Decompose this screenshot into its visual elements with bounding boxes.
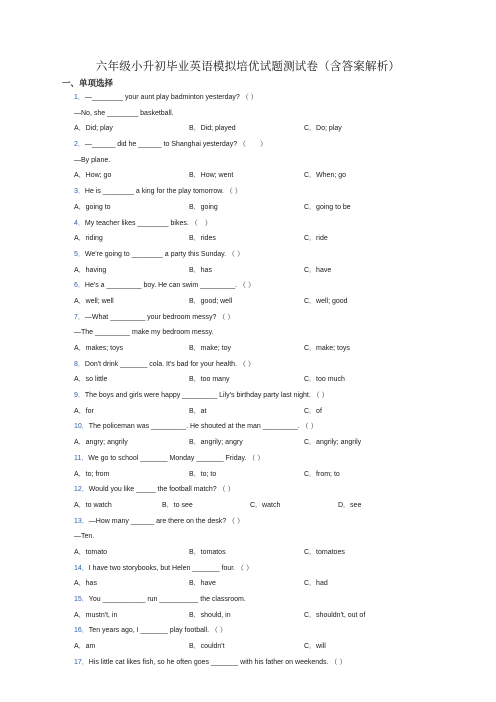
answer-option: B．rides [189, 235, 216, 243]
question-text: —How many ______ are there on the desk? （ ） [88, 517, 245, 525]
question-text: He is ________ a king for the play tomorrow. （ ） [84, 188, 242, 196]
answer-option: A．to; from [74, 470, 110, 478]
answer-option: B．Did; played [189, 125, 236, 133]
question-text: His little cat likes fish, so he often goes _______ with his father on weekends. （ ） [88, 658, 347, 666]
question-stem [74, 592, 474, 608]
question-number: 17． [74, 658, 89, 666]
answer-option: C．from; to [304, 470, 340, 478]
question-text: —________ your aunt play badminton yesterday? （ ） [84, 94, 258, 101]
answer-option: A．makes; toys [74, 345, 124, 352]
answer-option: A．well; well [74, 297, 114, 305]
answer-option: C．going to be [304, 203, 351, 211]
answer-option: A．mustn't, in [74, 611, 118, 619]
section-heading: 一、单项选择 [62, 78, 114, 88]
question-number: 7． [74, 313, 85, 321]
answer-option: B．good; well [189, 297, 233, 305]
answer-options-row [74, 294, 474, 310]
answer-option: C．of [304, 407, 322, 415]
question-text: Ten years ago, I _______ play football. （ ） [88, 627, 227, 635]
question-stem [74, 184, 474, 200]
answer-option: C．Do; play [304, 125, 342, 133]
answer-option: A．going to [74, 203, 111, 211]
question-text: Would you like _____ the football match? （ ） [88, 486, 235, 494]
question-stem [74, 514, 474, 530]
question-stem [74, 561, 474, 577]
answer-option: B．to; to [189, 470, 217, 478]
answer-option: B．too many [189, 376, 230, 384]
answer-options-row [74, 576, 474, 592]
answer-option: B．at [189, 407, 207, 415]
answer-option: A．riding [74, 235, 103, 243]
question-stem [74, 623, 474, 639]
answer-option: A．am [74, 643, 96, 651]
question-stem [74, 388, 474, 404]
answer-options-row [74, 263, 474, 279]
question-list [74, 90, 474, 670]
answer-options-row [74, 639, 474, 655]
answer-option: C．shouldn't, out of [304, 611, 366, 619]
question-dialogue-line: —By plane. [74, 156, 111, 164]
answer-option: B．couldn't [189, 643, 225, 651]
question-number: 1． [74, 94, 85, 101]
answer-options-row [74, 168, 474, 184]
answer-options-row [74, 341, 474, 357]
question-number: 2． [74, 141, 85, 149]
answer-option: A．Did; play [74, 125, 113, 133]
answer-option: C．had [304, 580, 328, 588]
answer-option: A．so little [74, 376, 108, 384]
question-text: I have two storybooks, but Helen _______ four. （ ） [88, 564, 254, 572]
question-text: The boys and girls were happy _________ Lily's birthday party last night. （ ） [84, 392, 329, 400]
question-text: —What _________ your bedroom messy? （ ） [84, 313, 235, 321]
answer-option: B．make; toy [189, 345, 232, 352]
answer-option: D．see [338, 501, 362, 509]
question-stem [74, 90, 474, 106]
question-stem [74, 357, 474, 373]
question-stem [74, 451, 474, 467]
answer-option: C．When; go [304, 172, 347, 180]
answer-options-row [74, 231, 474, 247]
answer-option: A．to watch [74, 501, 112, 509]
question-dialogue-line: —No, she ________ basketball. [74, 109, 174, 117]
question-text: The policeman was _________. He shouted at the man _________. （ ） [88, 423, 318, 431]
question-dialogue-line: —Ten. [74, 533, 95, 541]
answer-options-row [74, 435, 474, 451]
question-number: 4． [74, 219, 85, 227]
question-text: My teacher likes ________ bikes. （ ） [84, 219, 212, 227]
answer-option: C．ride [304, 235, 328, 243]
question-stem [74, 278, 474, 294]
answer-option: B．going [189, 203, 218, 211]
answer-options-row [74, 372, 474, 388]
question-number: 9． [74, 392, 85, 400]
answer-options-row [74, 404, 474, 420]
question-number: 15． [74, 596, 89, 603]
question-number: 8． [74, 360, 85, 368]
answer-option: A．having [74, 266, 107, 274]
answer-option: B．should, in [189, 611, 231, 619]
question-number: 10． [74, 423, 89, 431]
question-stem [74, 137, 474, 153]
answer-option: C．too much [304, 376, 345, 384]
answer-option: B．has [189, 266, 212, 274]
question-number: 6． [74, 282, 85, 290]
question-text: Don't drink _______ cola. It's bad for your health. （ ） [84, 360, 255, 368]
question-number: 3． [74, 188, 85, 196]
answer-options-row [74, 545, 474, 561]
question-number: 13． [74, 517, 89, 525]
answer-option: B．have [189, 580, 216, 588]
answer-option: C．will [304, 643, 326, 651]
answer-option: B．How; went [189, 172, 234, 180]
answer-option: A．tomato [74, 548, 108, 556]
question-number: 5． [74, 250, 85, 258]
question-dialogue-line: —The _________ make my bedroom messy. [74, 329, 214, 337]
question-text: We go to school _______ Monday _______ Friday. （ ） [88, 454, 265, 462]
question-text: —______ did he ______ to Shanghai yesterday? （ ） [84, 141, 268, 149]
question-number: 16． [74, 627, 89, 635]
answer-option: A．angry; angrily [74, 439, 128, 447]
question-stem [74, 655, 474, 671]
answer-options-row [74, 608, 474, 624]
answer-option: C．well; good [304, 297, 348, 305]
answer-option: B．angrily; angry [189, 439, 243, 447]
answer-option: C．tomatoes [304, 548, 345, 556]
answer-options-row [74, 121, 474, 137]
question-number: 14． [74, 564, 89, 572]
answer-option: A．for [74, 407, 94, 415]
question-text: He's a _________ boy. He can swim _________. （ ） [84, 282, 255, 290]
question-text: We're going to ________ a party this Sunday. （ ） [84, 250, 244, 258]
question-stem [74, 482, 474, 498]
question-number: 12． [74, 486, 89, 494]
answer-option: C．have [304, 266, 332, 274]
answer-option: A．has [74, 580, 97, 588]
answer-option: C．watch [250, 501, 281, 509]
answer-options-row [74, 498, 474, 514]
answer-options-row [74, 200, 474, 216]
question-stem [74, 310, 474, 326]
answer-option: C．make; toys [304, 345, 350, 352]
question-stem [74, 419, 474, 435]
question-number: 11． [74, 454, 89, 462]
answer-option: B．tomatos [189, 548, 226, 556]
question-stem [74, 216, 474, 232]
answer-option: B．to see [162, 501, 193, 509]
question-text: You ___________ run __________ the classroom. [88, 596, 246, 603]
answer-option: A．How; go [74, 172, 112, 180]
answer-options-row [74, 467, 474, 483]
answer-option: C．angrily; angrily [304, 439, 362, 447]
page-title: 六年级小升初毕业英语模拟培优试题测试卷（含答案解析） [95, 61, 401, 73]
question-stem [74, 247, 474, 263]
